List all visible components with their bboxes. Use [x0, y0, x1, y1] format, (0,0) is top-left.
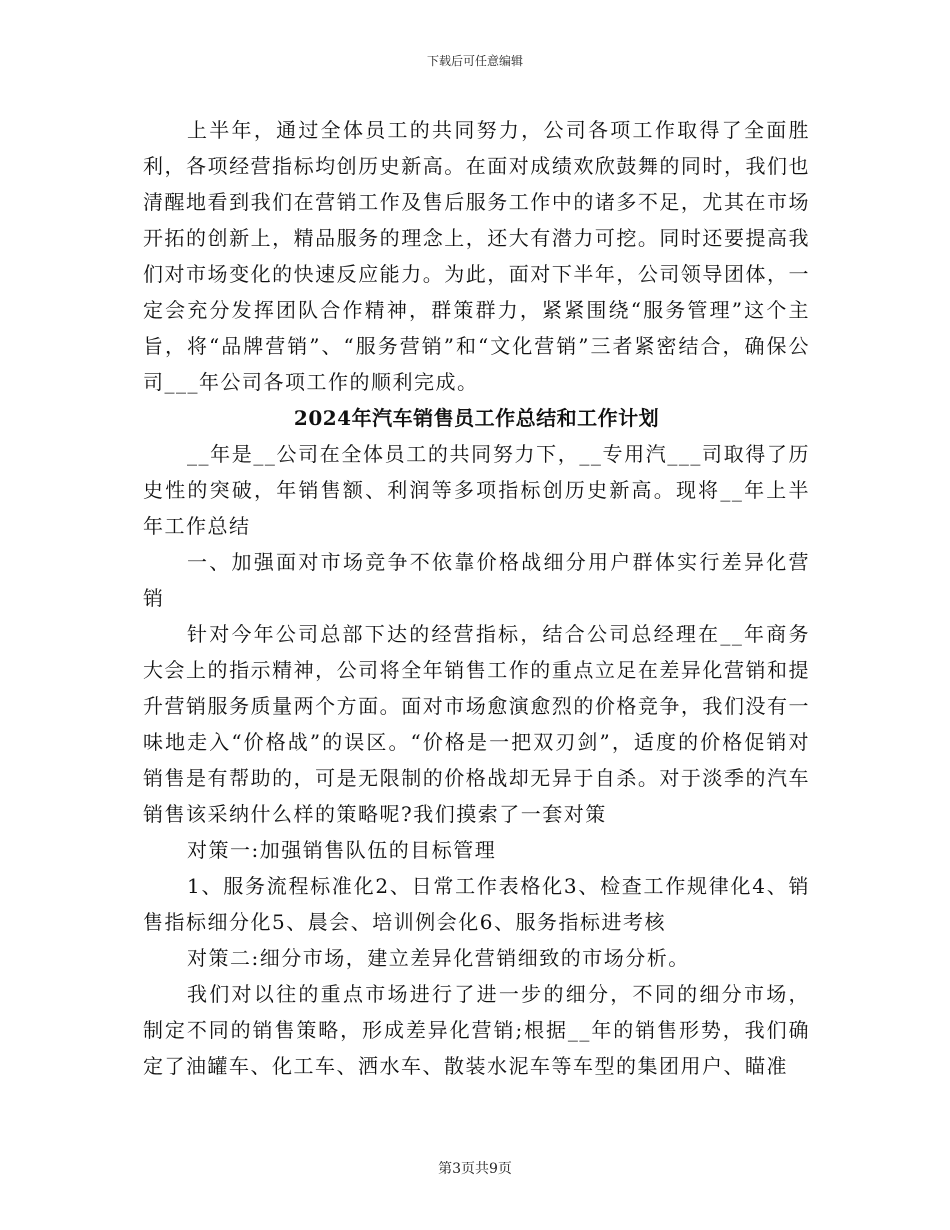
strategy-one-heading: 对策一:加强销售队伍的目标管理 — [187, 838, 497, 862]
document-body — [143, 112, 810, 1084]
page-header-note: 下载后可任意编辑 — [426, 54, 523, 68]
strategy-one-items: 1、服务流程标准化2、日常工作表格化3、检查工作规律化4、销售指标细分化5、晨会、培训例会化6、服务指标进考核 — [143, 874, 810, 934]
section-heading-1: 一、加强面对市场竞争不依靠价格战细分用户群体实行差异化营销 — [143, 550, 810, 610]
page-number: 第3页共9页 — [438, 1161, 512, 1177]
paragraph-overview: __年是__公司在全体员工的共同努力下，__专用汽___司取得了历史性的突破，年销售额、利润等多项指标创历史新高。现将__年上半年工作总结 — [143, 442, 810, 538]
strategy-two-heading: 对策二:细分市场，建立差异化营销细致的市场分析。 — [187, 946, 690, 970]
paragraph-market-segmentation: 我们对以往的重点市场进行了进一步的细分，不同的细分市场，制定不同的销售策略，形成差异化营销;根据__年的销售形势，我们确定了油罐车、化工车、洒水车、散装水泥车等车型的集团用户、瞄准 — [143, 982, 810, 1078]
intro-paragraph: 上半年，通过全体员工的共同努力，公司各项工作取得了全面胜利，各项经营指标均创历史新高。在面对成绩欢欣鼓舞的同时，我们也清醒地看到我们在营销工作及售后服务工作中的诸多不足，尤其在市场开拓的创新上，精品服务的理念上，还大有潜力可挖。同时还要提高我们对市场变化的快速反应能力。为此，面对下半年，公司领导团体，一定会充分发挥团队合作精神，群策群力，紧紧围绕“服务管理”这个主旨，将“品牌营销”、“服务营销”和“文化营销”三者紧密结合，确保公司___年公司各项工作的顺利完成。 — [143, 118, 810, 394]
paragraph-strategy: 针对今年公司总部下达的经营指标，结合公司总经理在__年商务大会上的指示精神，公司将全年销售工作的重点立足在差异化营销和提升营销服务质量两个方面。面对市场愈演愈烈的价格竞争，我们没有一味地走入“价格战”的误区。“价格是一把双刃剑”，适度的价格促销对销售是有帮助的，可是无限制的价格战却无异于自杀。对于淡季的汽车销售该采纳什么样的策略呢?我们摸索了一套对策 — [143, 622, 810, 826]
document-title: 2024年汽车销售员工作总结和工作计划 — [293, 406, 660, 430]
